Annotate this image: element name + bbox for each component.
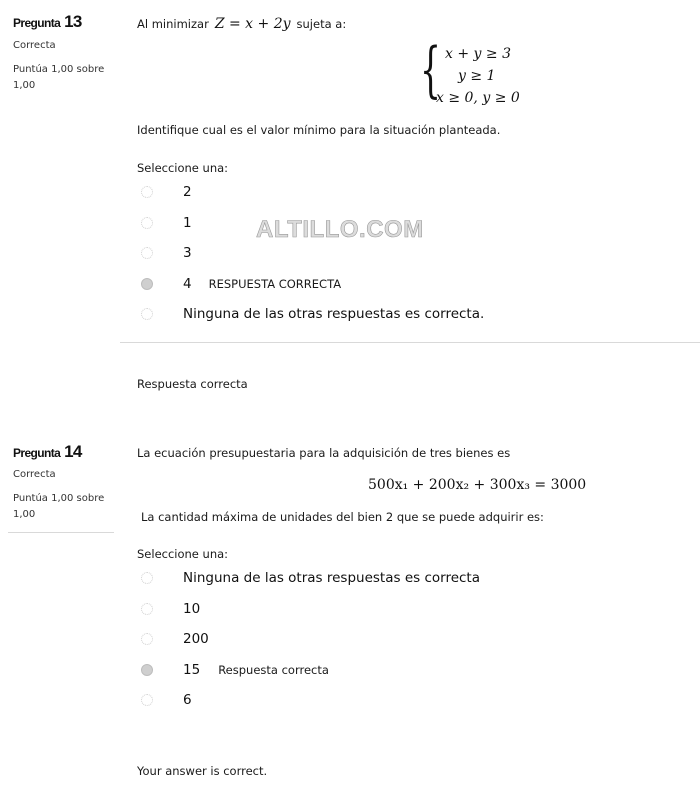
question-13-number: Pregunta 13 — [13, 12, 82, 31]
constraints-brace: { — [420, 35, 442, 105]
q13-option-5[interactable]: Ninguna de las otras respuestas es correcta. — [140, 302, 153, 326]
constraint-3: x ≥ 0, y ≥ 0 — [436, 90, 520, 106]
radio-button[interactable] — [141, 217, 153, 229]
info-divider — [8, 532, 114, 533]
question-13-select-label: Seleccione una: — [137, 161, 229, 175]
radio-button-checked[interactable] — [141, 664, 153, 676]
radio-button[interactable] — [141, 603, 153, 615]
q14-option-3[interactable]: 200 — [140, 627, 153, 651]
q14-option-5[interactable]: 6 — [140, 688, 153, 712]
radio-button[interactable] — [141, 308, 153, 320]
q14-option-1[interactable]: Ninguna de las otras respuestas es correcta — [140, 566, 153, 590]
constraint-1: x + y ≥ 3 — [445, 46, 511, 62]
radio-button[interactable] — [141, 633, 153, 645]
radio-button-checked[interactable] — [141, 278, 153, 290]
question-14-select-label: Seleccione una: — [137, 547, 229, 561]
question-13-intro: Al minimizar Z = x + 2y sujeta a: — [137, 16, 347, 32]
q14-option-4-selected[interactable]: 15 Respuesta correcta — [140, 658, 153, 682]
question-14-state: Correcta — [13, 469, 56, 480]
correct-answer-note: Respuesta correcta — [218, 663, 329, 677]
q14-option-2[interactable]: 10 — [140, 597, 153, 621]
divider — [120, 342, 700, 343]
q13-option-4-selected[interactable]: 4 RESPUESTA CORRECTA — [140, 272, 153, 296]
radio-button[interactable] — [141, 694, 153, 706]
q13-option-1[interactable]: 2 — [140, 180, 153, 204]
question-13-prompt: Identifique cual es el valor mínimo para la situación planteada. — [137, 123, 501, 137]
question-14-prompt: La cantidad máxima de unidades del bien 2 que se puede adquirir es: — [141, 510, 544, 524]
radio-button[interactable] — [141, 247, 153, 259]
question-14-number: Pregunta 14 — [13, 442, 82, 461]
q13-option-2[interactable]: 1 — [140, 211, 153, 235]
watermark: ALTILLO.COM — [256, 216, 424, 243]
objective-function: Z = x + 2y — [214, 16, 291, 32]
question-13-score: Puntúa 1,00 sobre 1,00 — [13, 64, 105, 91]
budget-equation: 500x₁ + 200x₂ + 300x₃ = 3000 — [368, 477, 587, 493]
question-13-state: Correcta — [13, 40, 56, 51]
correct-answer-note: RESPUESTA CORRECTA — [208, 277, 342, 291]
question-14-feedback: Your answer is correct. — [137, 764, 268, 778]
question-14-intro: La ecuación presupuestaria para la adquisición de tres bienes es — [137, 446, 511, 460]
radio-button[interactable] — [141, 572, 153, 584]
question-14-score: Puntúa 1,00 sobre 1,00 — [13, 493, 105, 520]
question-13-feedback: Respuesta correcta — [137, 377, 248, 391]
constraint-2: y ≥ 1 — [458, 68, 496, 84]
radio-button[interactable] — [141, 186, 153, 198]
q13-option-3[interactable]: 3 — [140, 241, 153, 265]
